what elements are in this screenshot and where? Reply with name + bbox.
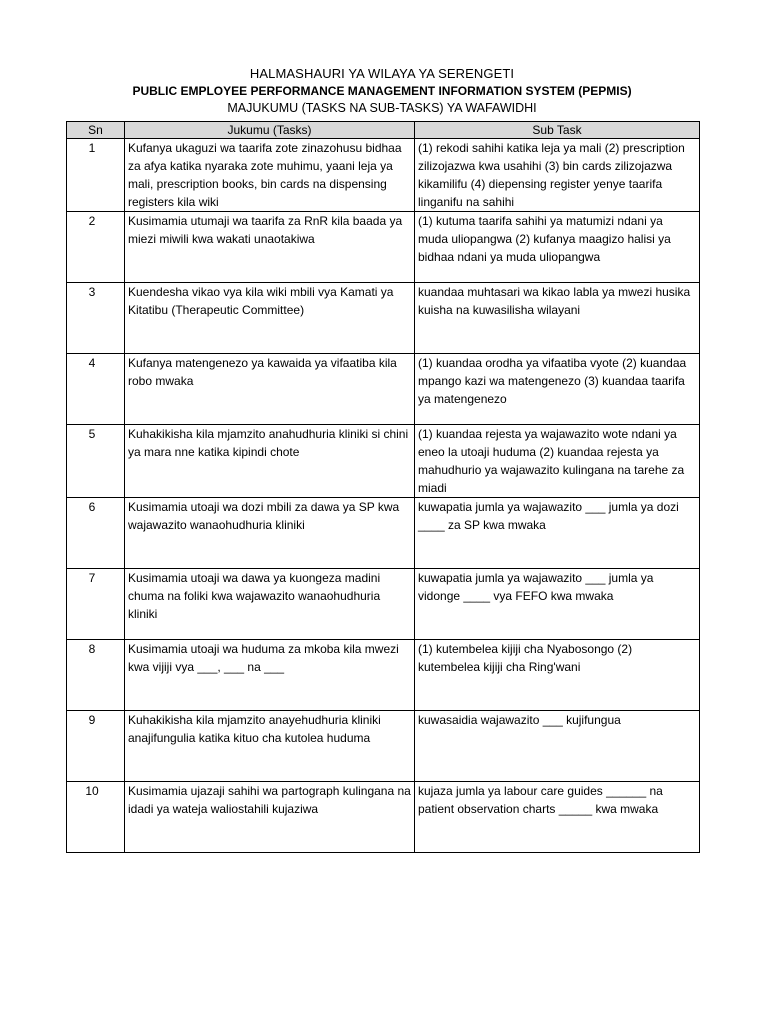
tasks-table [66,121,700,853]
task-cell: Kusimamia ujazaji sahihi wa partograph kulingana na idadi ya wateja waliostahili kujaziwa [125,782,415,853]
table-row [67,283,700,354]
document-subtitle: PUBLIC EMPLOYEE PERFORMANCE MANAGEMENT INFORMATION SYSTEM (PEPMIS) [132,84,632,98]
table-row [67,139,700,212]
table-row [67,640,700,711]
row-number: 3 [67,283,125,354]
subtask-cell: (1) kutembelea kijiji cha Nyabosongo (2) kutembelea kijiji cha Ring'wani [415,640,700,711]
row-number: 10 [67,782,125,853]
subtask-cell: kuwapatia jumla ya wajawazito ___ jumla ya dozi ____ za SP kwa mwaka [415,498,700,569]
column-header-task: Jukumu (Tasks) [125,122,415,139]
document-header [66,64,698,117]
task-cell: Kufanya ukaguzi wa taarifa zote zinazohusu bidhaa za afya katika nyaraka zote muhimu, yaani leja ya mali, prescription books, bin cards na dispensing registers kila wiki [125,139,415,212]
task-cell: Kuendesha vikao vya kila wiki mbili vya Kamati ya Kitatibu (Therapeutic Committee) [125,283,415,354]
task-cell: Kusimamia utoaji wa dozi mbili za dawa ya SP kwa wajawazito wanaohudhuria kliniki [125,498,415,569]
subtask-cell: kuwasaidia wajawazito ___ kujifungua [415,711,700,782]
row-number: 6 [67,498,125,569]
section-title: MAJUKUMU (TASKS NA SUB-TASKS) YA WAFAWIDHI [227,101,537,115]
task-cell: Kufanya matengenezo ya kawaida ya vifaatiba kila robo mwaka [125,354,415,425]
task-cell: Kusimamia utoaji wa huduma za mkoba kila mwezi kwa vijiji vya ___, ___ na ___ [125,640,415,711]
subtask-cell: (1) kutuma taarifa sahihi ya matumizi ndani ya muda uliopangwa (2) kufanya maagizo halisi ya bidhaa ndani ya muda uliopangwa [415,212,700,283]
subtask-cell: kuwapatia jumla ya wajawazito ___ jumla ya vidonge ____ vya FEFO kwa mwaka [415,569,700,640]
document-title: HALMASHAURI YA WILAYA YA SERENGETI [249,66,515,81]
row-number: 4 [67,354,125,425]
row-number: 5 [67,425,125,498]
task-cell: Kusimamia utoaji wa dawa ya kuongeza madini chuma na foliki kwa wajawazito wanaohudhuria kliniki [125,569,415,640]
row-number: 7 [67,569,125,640]
table-row [67,711,700,782]
row-number: 8 [67,640,125,711]
table-row [67,782,700,853]
subtask-cell: (1) kuandaa orodha ya vifaatiba vyote (2) kuandaa mpango kazi wa matengenezo (3) kuandaa taarifa ya matengenezo [415,354,700,425]
task-cell: Kuhakikisha kila mjamzito anayehudhuria kliniki anajifungulia katika kituo cha kutolea huduma [125,711,415,782]
row-number: 9 [67,711,125,782]
table-row [67,425,700,498]
task-cell: Kusimamia utumaji wa taarifa za RnR kila baada ya miezi miwili kwa wakati unaotakiwa [125,212,415,283]
subtask-cell: kuandaa muhtasari wa kikao labla ya mwezi husika kuisha na kuwasilisha wilayani [415,283,700,354]
subtask-cell: kujaza jumla ya labour care guides ______ na patient observation charts _____ kwa mwaka [415,782,700,853]
column-header-sn: Sn [67,122,125,139]
task-cell: Kuhakikisha kila mjamzito anahudhuria kliniki si chini ya mara nne katika kipindi chote [125,425,415,498]
table-row [67,354,700,425]
table-row [67,212,700,283]
subtask-cell: (1) kuandaa rejesta ya wajawazito wote ndani ya eneo la utoaji huduma (2) kuandaa rejesta ya mahudhurio ya wajawazito kulingana na tarehe za miadi [415,425,700,498]
table-row [67,569,700,640]
row-number: 2 [67,212,125,283]
table-header-row [67,122,700,139]
subtask-cell: (1) rekodi sahihi katika leja ya mali (2) prescription zilizojazwa kwa usahihi (3) bin cards zilizojazwa kikamilifu (4) diepensing register yenye taarifa linganifu na sahihi [415,139,700,212]
row-number: 1 [67,139,125,212]
column-header-subtask: Sub Task [415,122,700,139]
table-row [67,498,700,569]
